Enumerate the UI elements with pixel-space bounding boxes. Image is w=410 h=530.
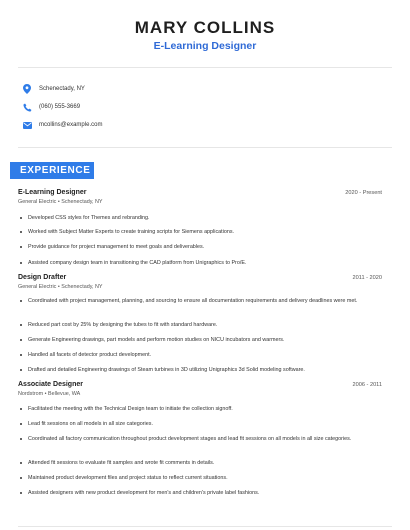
job-company: General Electric • Schenectady, NY <box>18 284 103 290</box>
phone-icon <box>22 102 32 112</box>
job-entry <box>18 189 382 266</box>
list-item: Reduced part cost by 25% by designing the tubes to fit with standard hardware. <box>28 321 382 329</box>
list-item: Coordinated all factory communication throughout product development stages and lead fit sessions on all models in all size categories. <box>28 435 382 443</box>
job-title: Associate Designer <box>18 381 83 388</box>
resume-name: MARY COLLINS <box>134 18 276 37</box>
divider <box>18 67 392 68</box>
contact-location <box>22 84 85 94</box>
list-item: Developed CSS styles for Themes and rebranding. <box>28 214 382 222</box>
job-entry <box>18 274 382 373</box>
contact-email <box>22 120 102 130</box>
divider <box>18 147 392 148</box>
location-pin-icon <box>22 84 32 94</box>
list-item: Drafted and detailed Engineering drawings of Steam turbines in 3D utilizing Unigraphics 3d Solid modeling software. <box>28 366 382 374</box>
job-company: General Electric • Schenectady, NY <box>18 199 103 205</box>
list-item: Assisted company design team in transitioning the CAD platform from Unigraphics to Pro/E. <box>28 259 382 267</box>
list-item: Coordinated with project management, planning, and sourcing to ensure all documentation requirements and delivery deadlines were met. <box>28 297 382 305</box>
list-item: Lead fit sessions on all models in all size categories. <box>28 420 382 428</box>
mail-icon <box>22 120 32 130</box>
contact-location-text: Schenectady, NY <box>39 86 85 92</box>
job-dates: 2006 - 2011 <box>352 382 382 388</box>
list-item: Attended fit sessions to evaluate fit samples and wrote fit comments in details. <box>28 459 382 467</box>
list-item: Maintained product development files and project status to reflect current situations. <box>28 474 382 482</box>
list-item: Assisted designers with new product development for men's and children's private label fashions. <box>28 489 382 497</box>
job-dates: 2011 - 2020 <box>352 275 382 281</box>
resume-title: E-Learning Designer <box>153 40 257 52</box>
list-item: Facilitated the meeting with the Technical Design team to initiate the collection signoff. <box>28 405 382 413</box>
job-company: Nordstrom • Bellevue, WA <box>18 391 81 397</box>
list-item: Generate Engineering drawings, part models and perform motion studies on NICU incubators and warmers. <box>28 336 382 344</box>
contact-email-text: mcollins@example.com <box>39 122 103 128</box>
section-header-experience: EXPERIENCE <box>10 162 94 179</box>
contact-phone <box>22 102 80 112</box>
job-dates: 2020 - Present <box>345 190 382 196</box>
contact-phone-text: (060) 555-3669 <box>39 104 81 110</box>
job-title: E-Learning Designer <box>18 189 87 196</box>
job-entry <box>18 381 382 496</box>
list-item: Worked with Subject Matter Experts to create training scripts for Siemens applications. <box>28 228 382 236</box>
list-item: Provide guidance for project management to meet goals and deliverables. <box>28 243 382 251</box>
divider <box>18 526 392 527</box>
list-item: Handled all facets of detector product development. <box>28 351 382 359</box>
job-title: Design Drafter <box>18 274 67 281</box>
